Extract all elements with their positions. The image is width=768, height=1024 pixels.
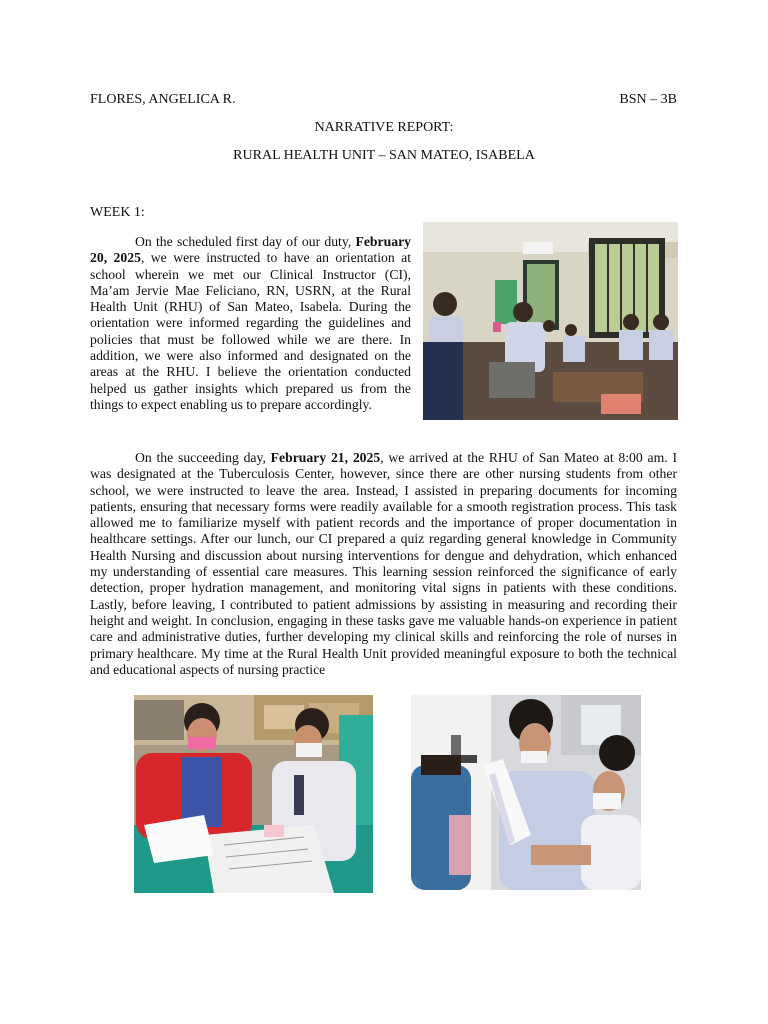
paragraph-text: On the scheduled first day of our duty, bbox=[135, 234, 356, 249]
student-section: BSN – 3B bbox=[619, 92, 677, 107]
paragraph-text: , we were instructed to have an orientation at school wherein we met our Clinical Instructor (CI), Ma’am Jervie Mae Feliciano, RN, USRN, at the Rural Health Unit (RHU) of San Mateo, Isabela. During the orientation were informed regarding the guidelines and policies that must be followed while we are there. In addition, we were also informed and designated on the areas at the RHU. I believe the orientation conducted helped us gather insights which prepared us from the things to expect enabling us to prepare accordingly. bbox=[90, 250, 412, 412]
paragraph-orientation bbox=[90, 234, 411, 413]
paragraph-date: February 20, 2025 bbox=[90, 234, 411, 266]
report-subtitle: RURAL HEALTH UNIT – SAN MATEO, ISABELA bbox=[233, 148, 535, 163]
week-label: WEEK 1: bbox=[90, 205, 145, 220]
paragraph-day-two bbox=[90, 450, 677, 678]
student-name: FLORES, ANGELICA R. bbox=[90, 92, 236, 107]
report-title: NARRATIVE REPORT: bbox=[314, 120, 454, 135]
document-preparation-photo bbox=[134, 695, 373, 893]
height-measurement-photo bbox=[411, 695, 641, 890]
paragraph-text: On the succeeding day, bbox=[135, 450, 271, 465]
paragraph-date: February 21, 2025 bbox=[270, 450, 381, 465]
orientation-classroom-photo bbox=[423, 222, 678, 420]
paragraph-text: , we arrived at the RHU of San Mateo at 8:00 am. I was designated at the Tuberculosis Center, however, since there are other nursing students from other school, we were instructed to leave the area. Instead, I assisted in preparing documents for incoming patients, ensuring that necessary forms were readily available for a smooth registration process. This task allowed me to familiarize myself with patient records and the importance of proper documentation in healthcare settings. After our lunch, our CI prepared a quiz regarding general knowledge in Community Health Nursing and discussion about nursing interventions for dengue and dehydration, which enhanced my understanding of essential care measures. This learning session reinforced the significance of early detection, proper hydration management, and monitoring vital signs in patients with these conditions. Lastly, before leaving, I contributed to patient admissions by assisting in measuring and recording their height and weight. In conclusion, engaging in these tasks gave me valuable hands-on experience in patient care and administrative duties, further developing my clinical skills and reinforcing the role of nurses in primary healthcare. My time at the Rural Health Unit provided meaningful exposure to both the technical and educational aspects of nursing practice bbox=[90, 450, 678, 677]
